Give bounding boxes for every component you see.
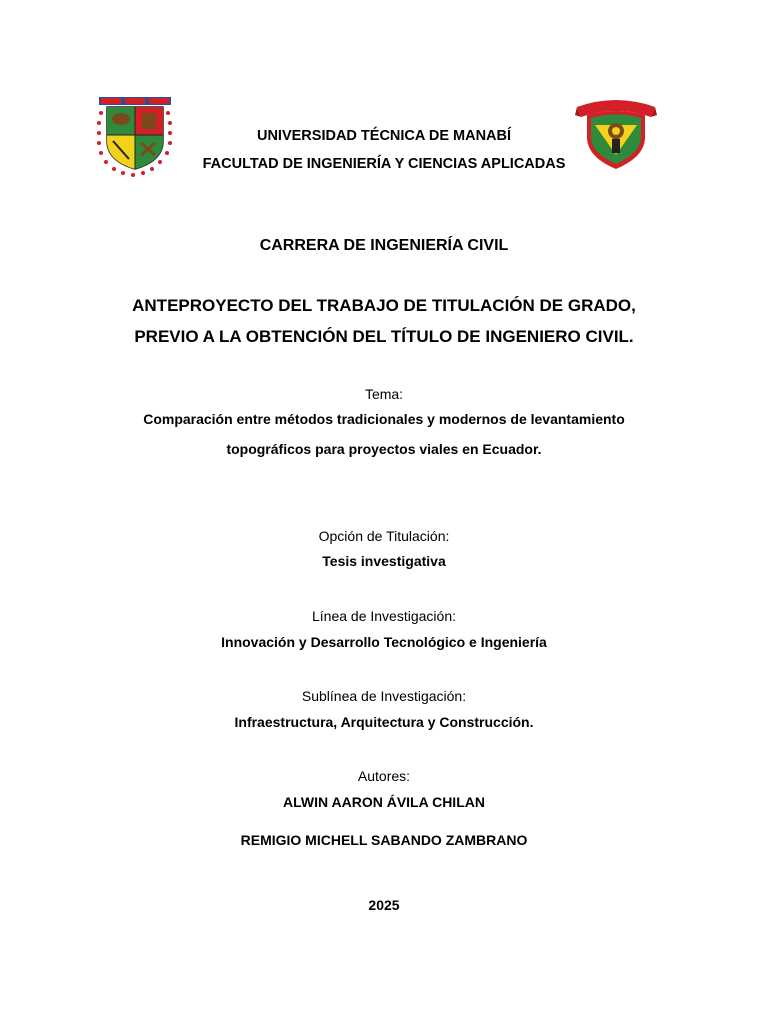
- tema-label: Tema:: [364, 386, 404, 402]
- career-title: CARRERA DE INGENIERÍA CIVIL: [259, 237, 509, 254]
- faculty-name: FACULTAD DE INGENIERÍA Y CIENCIAS APLICADAS: [202, 156, 566, 172]
- author-name-2: REMIGIO MICHELL SABANDO ZAMBRANO: [240, 832, 528, 848]
- author-name-1: ALWIN AARON ÁVILA CHILAN: [283, 794, 485, 810]
- sublinea-label: Sublínea de Investigación:: [301, 688, 467, 704]
- project-title-line1: ANTEPROYECTO DEL TRABAJO DE TITULACIÓN DE GRADO,: [132, 296, 636, 315]
- opcion-label: Opción de Titulación:: [318, 528, 450, 544]
- tema-line1: Comparación entre métodos tradicionales y modernos de levantamiento: [143, 411, 625, 427]
- tema-line2: topográficos para proyectos viales en Ecuador.: [226, 441, 542, 457]
- autores-label: Autores:: [357, 768, 411, 784]
- linea-value: Innovación y Desarrollo Tecnológico e Ingeniería: [221, 634, 547, 650]
- linea-label: Línea de Investigación:: [312, 608, 456, 624]
- university-name: UNIVERSIDAD TÉCNICA DE MANABÍ: [256, 128, 512, 144]
- sublinea-value: Infraestructura, Arquitectura y Construcción.: [234, 714, 534, 730]
- opcion-value: Tesis investigativa: [322, 553, 446, 569]
- project-title-line2: PREVIO A LA OBTENCIÓN DEL TÍTULO DE INGENIERO CIVIL.: [134, 327, 634, 346]
- year: 2025: [368, 897, 400, 913]
